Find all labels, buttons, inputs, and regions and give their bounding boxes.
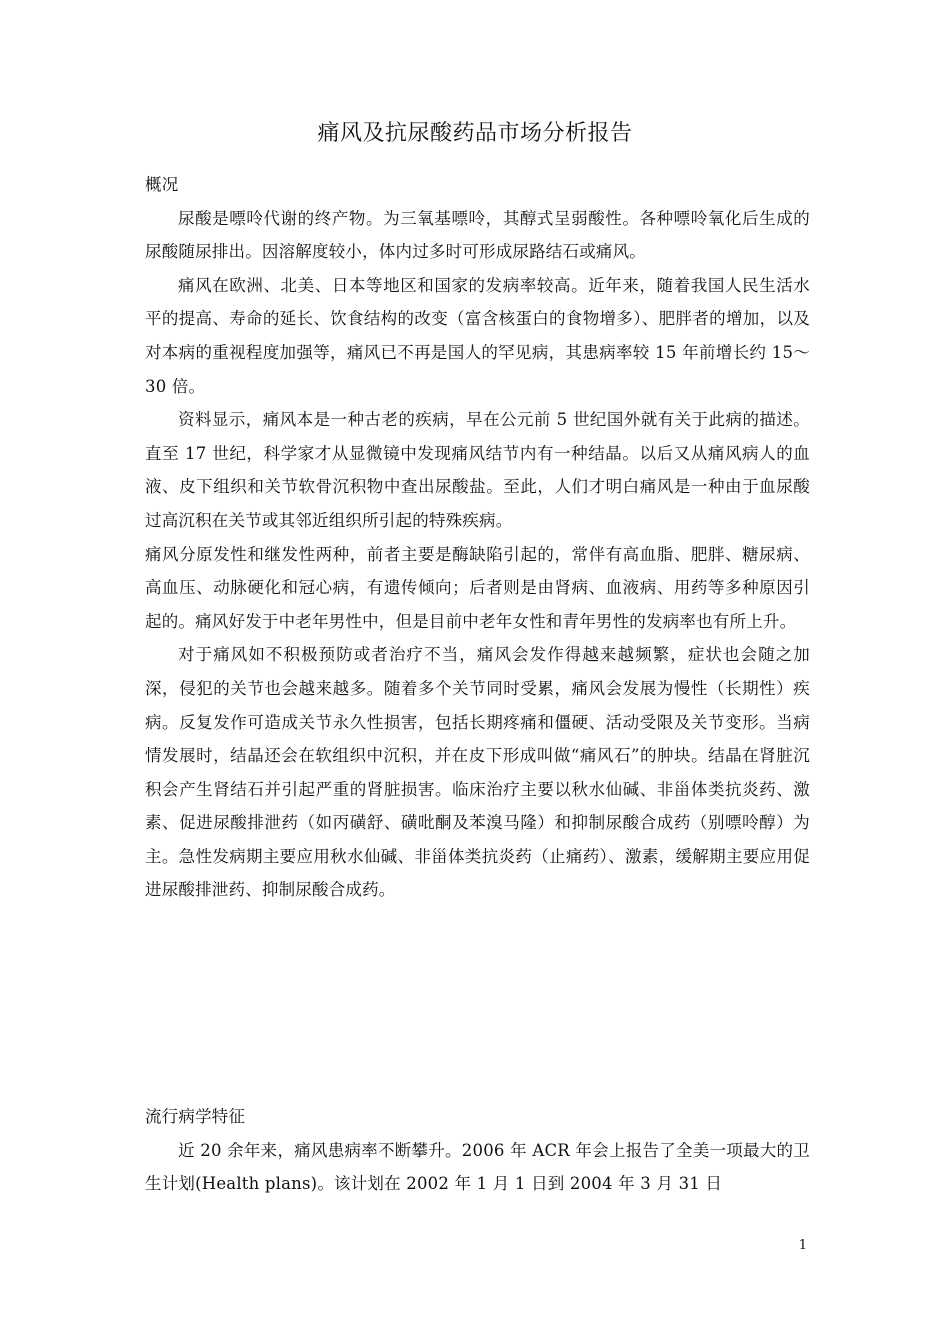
page-title: 痛风及抗尿酸药品市场分析报告 — [317, 121, 633, 146]
paragraph: 痛风分原发性和继发性两种，前者主要是酶缺陷引起的，常伴有高血脂、肥胖、糖尿病、高血压、动脉硬化和冠心病，有遗传倾向；后者则是由肾病、血液病、用药等多种原因引起的。痛风好发于中老年男性中，但是目前中老年女性和青年男性的发病率也有所上升。 — [145, 544, 810, 631]
paragraph: 近 20 余年来，痛风患病率不断攀升。2006 年 ACR 年会上报告了全美一项最大的卫生计划(Health plans)。该计划在 2002 年 1 月 1 日到 2004 年 3 月 31 日 — [145, 1140, 810, 1194]
paragraph: 痛风在欧洲、北美、日本等地区和国家的发病率较高。近年来，随着我国人民生活水平的提高、寿命的延长、饮食结构的改变（富含核蛋白的食物增多）、肥胖者的增加，以及对本病的重视程度加强等，痛风已不再是国人的罕见病，其患病率较 15 年前增长约 15～30 倍。 — [145, 275, 810, 396]
paragraph: 尿酸是嘌呤代谢的终产物。为三氧基嘌呤，其醇式呈弱酸性。各种嘌呤氧化后生成的尿酸随尿排出。因溶解度较小，体内过多时可形成尿路结石或痛风。 — [145, 208, 810, 262]
page-number: 1 — [798, 1238, 807, 1253]
paragraph: 对于痛风如不积极预防或者治疗不当，痛风会发作得越来越频繁，症状也会随之加深，侵犯的关节也会越来越多。随着多个关节同时受累，痛风会发展为慢性（长期性）疾病。反复发作可造成关节永久性损害，包括长期疼痛和僵硬、活动受限及关节变形。当病情发展时，结晶还会在软组织中沉积，并在皮下形成叫做“痛风石”的肿块。结晶在肾脏沉积会产生肾结石并引起严重的肾脏损害。临床治疗主要以秋水仙碱、非甾体类抗炎药、激素、促进尿酸排泄药（如丙磺舒、磺吡酮及苯溴马隆）和抑制尿酸合成药（别嘌呤醇）为主。急性发病期主要应用秋水仙碱、非甾体类抗炎药（止痛药）、激素，缓解期主要应用促进尿酸排泄药、抑制尿酸合成药。 — [145, 645, 810, 900]
section-heading-overview: 概况 — [145, 175, 179, 194]
document-body-section-2 — [145, 1100, 810, 1201]
document-body — [145, 168, 810, 907]
paragraph: 资料显示，痛风本是一种古老的疾病，早在公元前 5 世纪国外就有关于此病的描述。直至 17 世纪，科学家才从显微镜中发现痛风结节内有一种结晶。以后又从痛风病人的血液、皮下组织和关节软骨沉积物中查出尿酸盐。至此，人们才明白痛风是一种由于血尿酸过高沉积在关节或其邻近组织所引起的特殊疾病。 — [145, 410, 810, 530]
section-heading-epidemiology: 流行病学特征 — [145, 1107, 246, 1126]
